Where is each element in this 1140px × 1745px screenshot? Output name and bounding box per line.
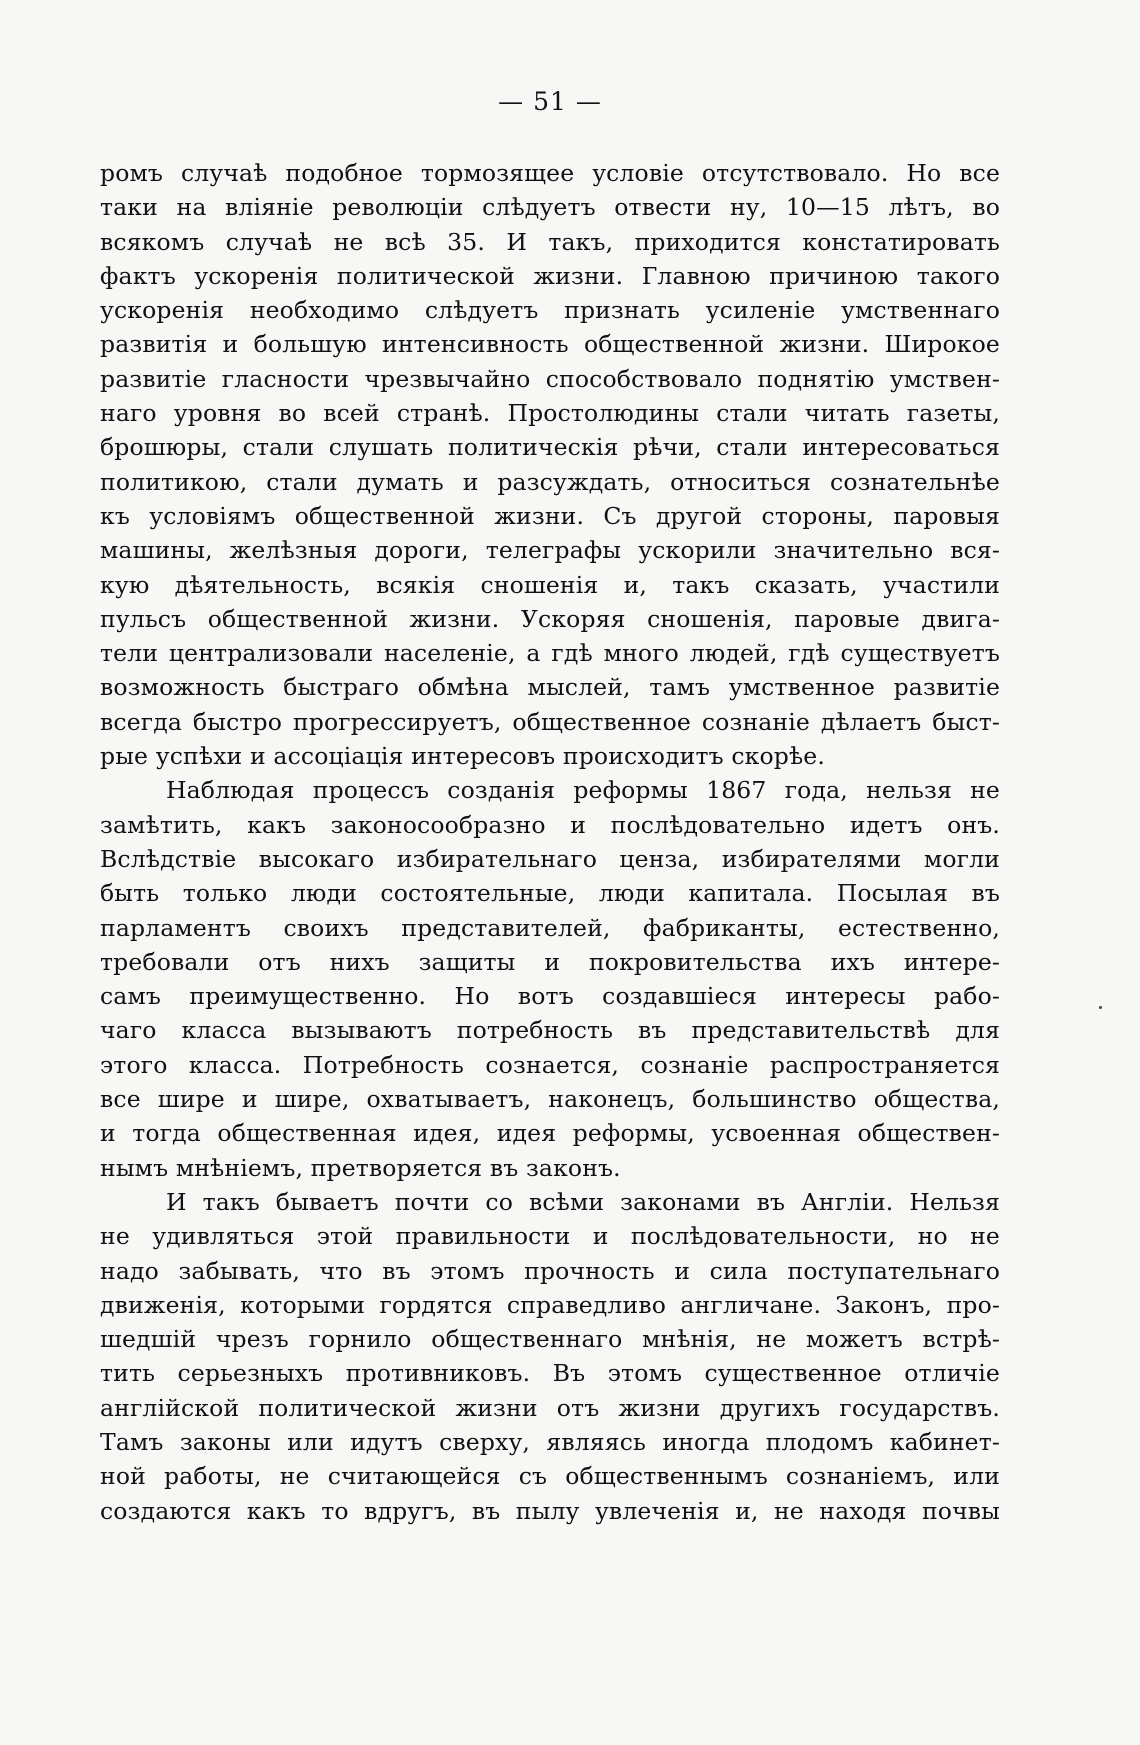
text-line: парламентъ своихъ представителей, фабриканты, естественно,: [100, 913, 1000, 942]
text-line: таки на вліяніе революціи слѣдуетъ отвести ну, 10—15 лѣтъ, во: [100, 193, 1000, 222]
text-line: требовали отъ нихъ защиты и покровительства ихъ интере-: [100, 947, 1000, 976]
text-body: [100, 156, 1000, 1528]
text-line: шедшій чрезъ горнило общественнаго мнѣнія, не можетъ встрѣ-: [100, 1325, 1000, 1354]
text-line: пульсъ общественной жизни. Ускоряя сношенія, паровые двига-: [100, 604, 1000, 633]
text-line: Вслѣдствіе высокаго избирательнаго ценза, избирателями могли: [100, 844, 1000, 873]
text-line: все шире и шире, охватываетъ, наконецъ, большинство общества,: [100, 1085, 1000, 1114]
text-line: быть только люди состоятельные, люди капитала. Посылая въ: [100, 879, 1000, 908]
text-line: развитія и большую интенсивность общественной жизни. Широкое: [100, 330, 1000, 359]
text-line: надо забывать, что въ этомъ прочность и сила поступательнаго: [100, 1256, 1000, 1285]
text-line: брошюры, стали слушать политическія рѣчи, стали интересоваться: [100, 433, 1000, 462]
text-line: англійской политической жизни отъ жизни другихъ государствъ.: [100, 1393, 1000, 1422]
text-line: ромъ случаѣ подобное тормозящее условіе отсутствовало. Но все: [100, 159, 1000, 187]
text-line: политикою, стали думать и разсуждать, относиться сознательнѣе: [100, 467, 1000, 496]
text-line: кую дѣятельность, всякія сношенія и, такъ сказать, участили: [100, 570, 1000, 599]
paragraph: [100, 773, 1000, 1185]
text-line: всегда быстро прогрессируетъ, общественное сознаніе дѣлаетъ быст-: [100, 707, 1000, 736]
text-line: чаго класса вызываютъ потребность въ представительствѣ для: [100, 1016, 1000, 1045]
text-line: Наблюдая процессъ созданія реформы 1867 года, нельзя не: [166, 776, 1000, 805]
text-line: фактъ ускоренія политической жизни. Главною причиною такого: [100, 261, 1000, 290]
text-line: возможность быстраго обмѣна мыслей, тамъ умственное развитіе: [100, 673, 1000, 702]
scan-speck: [1099, 1006, 1102, 1009]
text-line: къ условіямъ общественной жизни. Съ другой стороны, паровыя: [100, 501, 1000, 530]
text-line: развитіе гласности чрезвычайно способствовало поднятію умствен-: [100, 364, 1000, 393]
text-line: самъ преимущественно. Но вотъ создавшіеся интересы рабо-: [100, 982, 1000, 1011]
text-line: ускоренія необходимо слѣдуетъ признать усиленіе умственнаго: [100, 296, 1000, 325]
text-line: не удивляться этой правильности и послѣдовательности, но не: [100, 1222, 1000, 1251]
text-line: тели централизовали населеніе, а гдѣ много людей, гдѣ существуетъ: [100, 639, 1000, 668]
paragraph: [100, 1185, 1000, 1528]
text-line: И такъ бываетъ почти со всѣми законами въ Англіи. Нельзя: [166, 1187, 1000, 1216]
text-line: машины, желѣзныя дороги, телеграфы ускорили значительно вся-: [100, 536, 1000, 565]
text-line: этого класса. Потребность сознается, сознаніе распространяется: [100, 1050, 1000, 1079]
page-number: — 51 —: [498, 87, 602, 116]
text-line: движенія, которыми гордятся справедливо англичане. Законъ, про-: [100, 1290, 1000, 1319]
text-line: наго уровня во всей странѣ. Простолюдины стали читать газеты,: [100, 399, 1000, 428]
text-line: замѣтить, какъ законосообразно и послѣдовательно идетъ онъ.: [100, 810, 1000, 839]
text-line: тить серьезныхъ противниковъ. Въ этомъ существенное отличіе: [100, 1359, 1000, 1388]
text-line: нымъ мнѣніемъ, претворяется въ законъ.: [100, 1153, 621, 1182]
paragraph: [100, 156, 1000, 773]
text-line: создаются какъ то вдругъ, въ пылу увлеченія и, не находя почвы: [100, 1496, 1000, 1525]
text-line: рые успѣхи и ассоціація интересовъ происходитъ скорѣе.: [100, 742, 825, 771]
text-line: всякомъ случаѣ не всѣ 35. И такъ, приходится констатировать: [100, 227, 1000, 256]
text-line: Тамъ законы или идутъ сверху, являясь иногда плодомъ кабинет-: [100, 1427, 1000, 1456]
text-line: и тогда общественная идея, идея реформы, усвоенная обществен-: [100, 1119, 1000, 1148]
book-page: [100, 86, 1000, 1528]
text-line: ной работы, не считающейся съ общественнымъ сознаніемъ, или: [100, 1462, 1000, 1491]
